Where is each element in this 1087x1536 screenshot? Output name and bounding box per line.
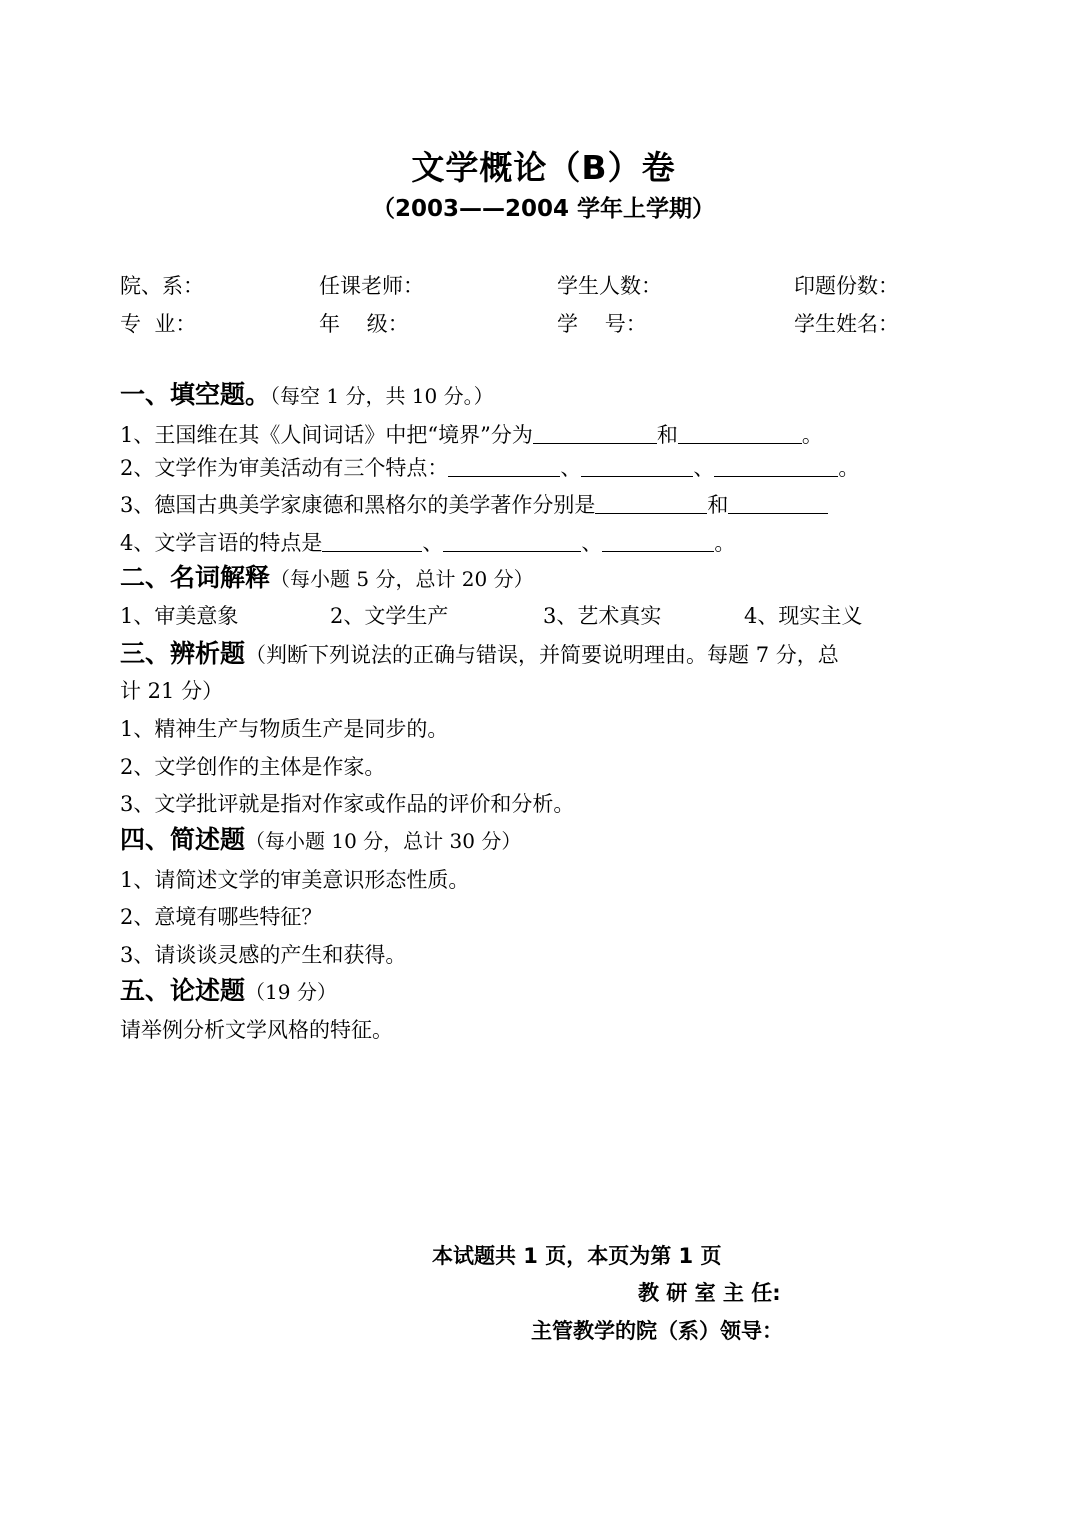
fill-q3-and: 和 <box>707 493 729 517</box>
answer-blank[interactable] <box>533 421 657 444</box>
terms-row <box>120 601 980 631</box>
info-department-label: 院、系： <box>120 274 204 298</box>
fill-q4-sep: 、 <box>581 531 603 555</box>
short-answer-item-3: 3、请谈谈灵感的产生和获得。 <box>120 943 407 967</box>
page-count-note: 本试题共 1 页，本页为第 1 页 <box>432 1244 722 1268</box>
term-item: 4、现实主义 <box>744 604 863 628</box>
fill-question-2 <box>120 453 859 483</box>
info-row-1 <box>120 270 980 300</box>
info-student-id-label: 学 号： <box>557 312 647 336</box>
leader-signature-label: 主管教学的院（系）领导： <box>531 1319 783 1343</box>
short-answer-item-2: 2、意境有哪些特征？ <box>120 905 323 929</box>
fill-q2-sep: 、 <box>693 456 715 480</box>
info-student-name-label: 学生姓名： <box>794 312 899 336</box>
fill-q4-end: 。 <box>714 531 736 555</box>
section-5-header <box>120 976 337 1007</box>
section-3-note: （判断下列说法的正确与错误，并简要说明理由。每题 7 分，总 <box>245 643 839 667</box>
section-3-heading: 三、辨析题 <box>120 639 246 668</box>
fill-q1-end: 。 <box>801 423 823 447</box>
fill-q1-and: 和 <box>656 423 678 447</box>
fill-q4-text: 4、文学言语的特点是 <box>120 531 323 555</box>
info-teacher-label: 任课老师： <box>319 274 424 298</box>
fill-q1-text: 1、王国维在其《人间词话》中把“境界”分为 <box>120 423 533 447</box>
analysis-item-3: 3、文学批评就是指对作家或作品的评价和分析。 <box>120 792 575 816</box>
fill-q4-sep: 、 <box>422 531 444 555</box>
info-major-label: 专 业： <box>120 312 197 336</box>
answer-blank[interactable] <box>714 454 838 477</box>
section-4-header <box>120 825 521 856</box>
answer-blank[interactable] <box>581 454 693 477</box>
fill-q2-text: 2、文学作为审美活动有三个特点： <box>120 456 449 480</box>
fill-q2-sep: 、 <box>560 456 582 480</box>
director-signature-label: 教 研 室 主 任: <box>638 1281 781 1305</box>
info-copies-label: 印题份数： <box>794 274 899 298</box>
answer-blank[interactable] <box>678 421 802 444</box>
answer-blank[interactable] <box>448 454 560 477</box>
exam-title: 文学概论（B）卷 <box>411 148 676 187</box>
answer-blank[interactable] <box>443 529 581 552</box>
info-row-2 <box>120 308 980 338</box>
exam-subtitle: （2003——2004 学年上学期） <box>371 196 716 222</box>
section-4-note: （每小题 10 分，总计 30 分） <box>245 829 522 853</box>
short-answer-item-1: 1、请简述文学的审美意识形态性质。 <box>120 868 470 892</box>
term-item: 2、文学生产 <box>330 604 449 628</box>
fill-q2-end: 。 <box>838 456 860 480</box>
essay-item: 请举例分析文学风格的特征。 <box>120 1018 393 1042</box>
fill-question-4 <box>120 528 735 558</box>
section-1-note: （每空 1 分，共 10 分。） <box>270 384 494 408</box>
section-1-heading: 一、填空题。 <box>120 380 271 409</box>
analysis-item-2: 2、文学创作的主体是作家。 <box>120 755 386 779</box>
fill-question-1 <box>120 420 823 450</box>
section-2-header <box>120 563 534 594</box>
section-1-header <box>120 380 494 411</box>
answer-blank[interactable] <box>322 529 422 552</box>
answer-blank[interactable] <box>595 491 707 514</box>
info-grade-label: 年 级： <box>319 312 409 336</box>
info-student-count-label: 学生人数： <box>557 274 662 298</box>
term-item: 1、审美意象 <box>120 604 239 628</box>
section-4-heading: 四、简述题 <box>120 825 246 854</box>
section-5-heading: 五、论述题 <box>120 976 246 1005</box>
section-2-note: （每小题 5 分，总计 20 分） <box>270 567 534 591</box>
answer-blank[interactable] <box>728 491 828 514</box>
section-5-note: （19 分） <box>245 980 337 1004</box>
term-item: 3、艺术真实 <box>543 604 662 628</box>
section-3-header <box>120 639 839 670</box>
section-2-heading: 二、名词解释 <box>120 563 271 592</box>
fill-q3-text: 3、德国古典美学家康德和黑格尔的美学著作分别是 <box>120 493 596 517</box>
analysis-item-1: 1、精神生产与物质生产是同步的。 <box>120 717 449 741</box>
section-3-note-cont: 计 21 分） <box>120 679 224 703</box>
fill-question-3 <box>120 490 828 520</box>
answer-blank[interactable] <box>602 529 714 552</box>
